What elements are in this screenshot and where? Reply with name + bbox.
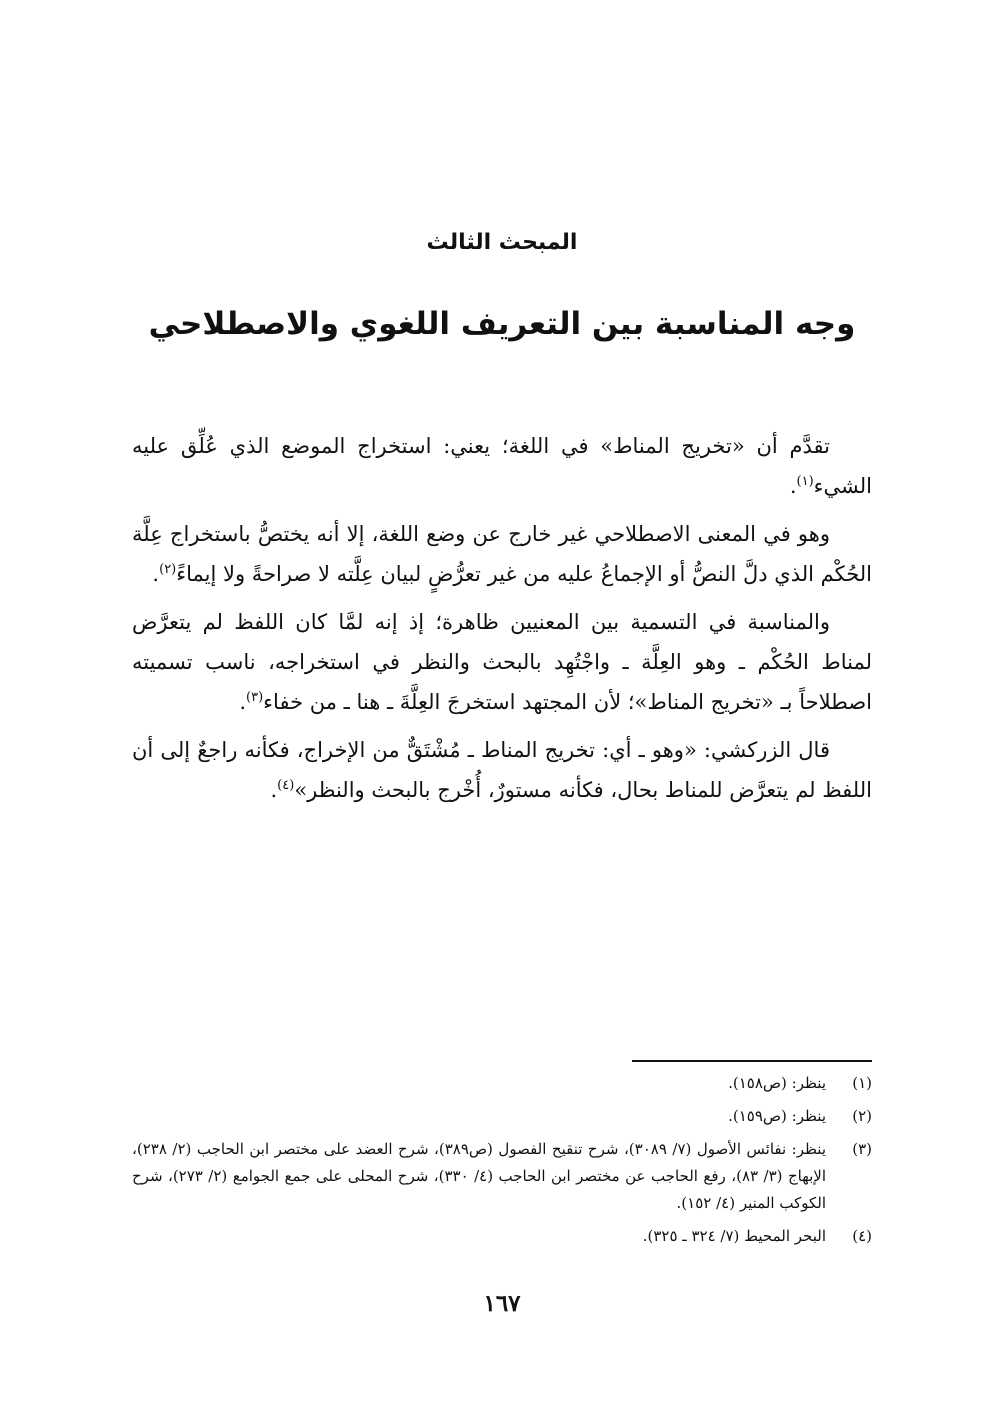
footnote-ref-4: (٤) xyxy=(277,778,295,793)
paragraph-3-tail: . xyxy=(239,690,247,714)
footnote-ref-3: (٣) xyxy=(246,690,264,705)
section-label: المبحث الثالث xyxy=(426,230,578,255)
body-text xyxy=(132,426,872,818)
footnote-number: (٣) xyxy=(852,1140,872,1158)
footnote-ref-2: (٢) xyxy=(159,562,177,577)
footnote-1 xyxy=(132,1070,872,1097)
footnote-ref-1: (١) xyxy=(796,474,814,489)
footnote-text: ينظر: (ص١٥٩). xyxy=(728,1107,826,1125)
footnote-separator xyxy=(632,1060,872,1062)
paragraph-3 xyxy=(132,602,872,722)
footnote-number: (١) xyxy=(852,1074,872,1092)
footnotes xyxy=(132,1070,872,1256)
footnote-text: البحر المحيط (٧/ ٣٢٤ ـ ٣٢٥). xyxy=(642,1227,826,1245)
footnote-4 xyxy=(132,1223,872,1250)
footnote-number: (٢) xyxy=(852,1107,872,1125)
paragraph-4 xyxy=(132,730,872,810)
page-number: ١٦٧ xyxy=(483,1290,521,1317)
footnote-2 xyxy=(132,1103,872,1130)
paragraph-1-tail: . xyxy=(789,474,797,498)
footnote-3 xyxy=(132,1136,872,1217)
paragraph-4-tail: . xyxy=(270,778,278,802)
paragraph-4-text: قال الزركشي: «وهو ـ أي: تخريج المناط ـ مُشْتَقٌّ من الإخراج، فكأنه راجعٌ إلى أن اللفظ لم يتعرَّض للمناط بحال، فكأنه مستورٌ، أُخْرج بالبحث والنظر» xyxy=(132,738,872,802)
paragraph-1-text: تقدَّم أن «تخريج المناط» في اللغة؛ يعني: استخراج الموضع الذي عُلِّق عليه الشيء xyxy=(132,434,872,498)
footnote-text: ينظر: (ص١٥٨). xyxy=(728,1074,826,1092)
paragraph-1 xyxy=(132,426,872,506)
paragraph-3-text: والمناسبة في التسمية بين المعنيين ظاهرة؛ إذ إنه لمَّا كان اللفظ لم يتعرَّض لمناط الحُكْم ـ وهو العِلَّة ـ واجْتُهِد بالبحث والنظر في استخراجه، ناسب تسميته اصطلاحاً بـ «تخريج المناط»؛ لأن المجتهد استخرجَ العِلَّةَ ـ هنا ـ من خفاء xyxy=(132,610,872,714)
paragraph-2 xyxy=(132,514,872,594)
paragraph-2-text: وهو في المعنى الاصطلاحي غير خارج عن وضع اللغة، إلا أنه يختصُّ باستخراج عِلَّة الحُكْم الذي دلَّ النصُّ أو الإجماعُ عليه من غير تعرُّضٍ لبيان عِلَّته لا صراحةً ولا إيماءً xyxy=(132,522,872,586)
footnote-number: (٤) xyxy=(852,1227,872,1245)
footnote-text: ينظر: نفائس الأصول (٧/ ٣٠٨٩)، شرح تنقيح الفصول (ص٣٨٩)، شرح العضد على مختصر ابن الحاجب (٢/ ٢٣٨)، الإبهاج (٣/ ٨٣)، رفع الحاجب عن مختصر ابن الحاجب (٤/ ٣٣٠)، شرح المحلى على جمع الجوامع (٢/ ٢٧٣)، شرح الكوكب المنير (٤/ ١٥٢). xyxy=(132,1140,827,1212)
chapter-title: وجه المناسبة بين التعريف اللغوي والاصطلاحي xyxy=(148,306,856,342)
paragraph-2-tail: . xyxy=(152,562,160,586)
